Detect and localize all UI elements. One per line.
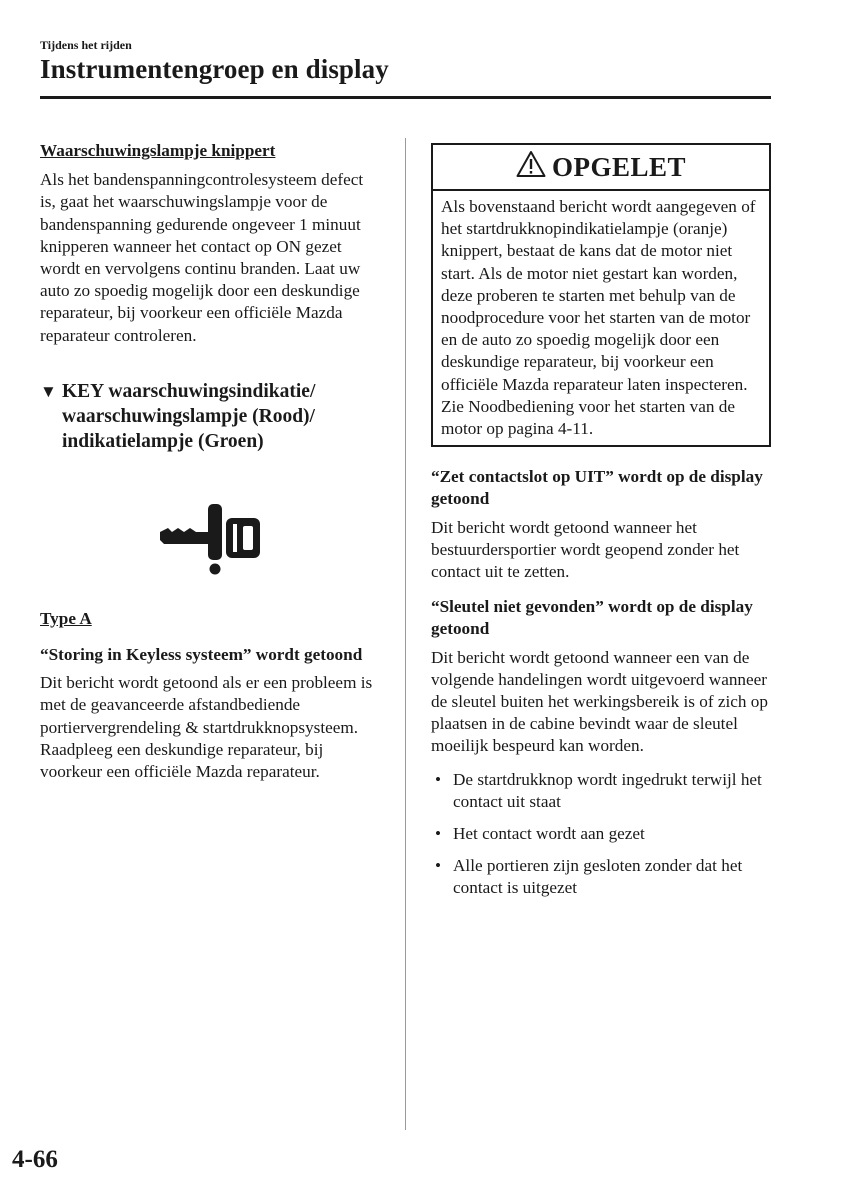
key-warning-icon xyxy=(158,502,264,578)
caution-body: Als bovenstaand bericht wordt aangegeven of het startdrukknopindikatielampje (oranje) knippert, bestaat de kans dat de motor niet start. Als de motor niet gestart kan worden, deze proberen te starten met behulp van de noodprocedure voor het starten van de motor en de auto zo spoedig mogelijk door een deskundige reparateur, bij voorkeur een officiële Mazda reparateur laten inspecteren. Zie Noodbediening voor het starten van de motor op pagina 4-11. xyxy=(441,197,756,439)
left-column xyxy=(40,140,380,783)
page-number: 4-66 xyxy=(12,1146,58,1173)
caution-title: OPGELET xyxy=(551,151,687,182)
warning-blink-heading: Waarschuwingslampje knippert xyxy=(40,141,276,160)
warning-triangle-icon xyxy=(516,150,546,184)
contact-off-heading: “Zet contactslot op UIT” wordt op de display getoond xyxy=(431,467,763,509)
caution-box xyxy=(431,143,771,447)
section-label: Tijdens het rijden xyxy=(40,38,132,52)
column-divider xyxy=(405,138,406,1130)
title-rule xyxy=(40,96,771,99)
list-item: • De startdrukknop wordt ingedrukt terwijl het contact uit staat xyxy=(431,769,771,813)
list-item: • Alle portieren zijn gesloten zonder dat het contact is uitgezet xyxy=(431,855,771,899)
triangle-down-icon: ▼ xyxy=(40,381,57,401)
key-not-found-body: Dit bericht wordt getoond wanneer een van de volgende handelingen wordt uitgevoerd wanneer de sleutel buiten het werkingsbereik is of zich op plaatsen in de cabine bevindt waar de sleutel moeilijk bespeurd kan worden. xyxy=(431,647,768,756)
caution-header xyxy=(433,145,769,191)
condition-list xyxy=(431,769,771,900)
contact-off-body: Dit bericht wordt getoond wanneer het bestuurdersportier wordt geopend zonder het contact uit te zetten. xyxy=(431,517,740,582)
keyless-body: Dit bericht wordt getoond als er een probleem is met de geavanceerde afstandbediende portiervergrendeling & startdrukknopsysteem. Raadpleeg een deskundige reparateur, bij voorkeur een officiële Mazda reparateur. xyxy=(40,673,373,782)
type-a-label: Type A xyxy=(40,608,92,628)
right-column xyxy=(431,143,771,910)
keyless-heading: “Storing in Keyless systeem” wordt getoond xyxy=(40,645,363,665)
warning-blink-body: Als het bandenspanningcontrolesysteem defect is, gaat het waarschuwingslampje voor de bandenspanning gedurende ongeveer 1 minuut knipperen wanneer het contact op ON gezet wordt en vervolgens continu branden. Laat uw auto zo spoedig mogelijk door een deskundige reparateur, bij voorkeur een officiële Mazda reparateur controleren. xyxy=(40,170,364,345)
key-warning-heading-text: KEY waarschuwingsindikatie/ waarschuwingslampje (Rood)/ indikatielampje (Groen) xyxy=(62,380,316,452)
key-warning-heading xyxy=(40,379,380,454)
list-item: • Het contact wordt aan gezet xyxy=(431,823,771,845)
key-not-found-heading: “Sleutel niet gevonden” wordt op de display getoond xyxy=(431,597,753,639)
page-title: Instrumentengroep en display xyxy=(40,54,389,84)
